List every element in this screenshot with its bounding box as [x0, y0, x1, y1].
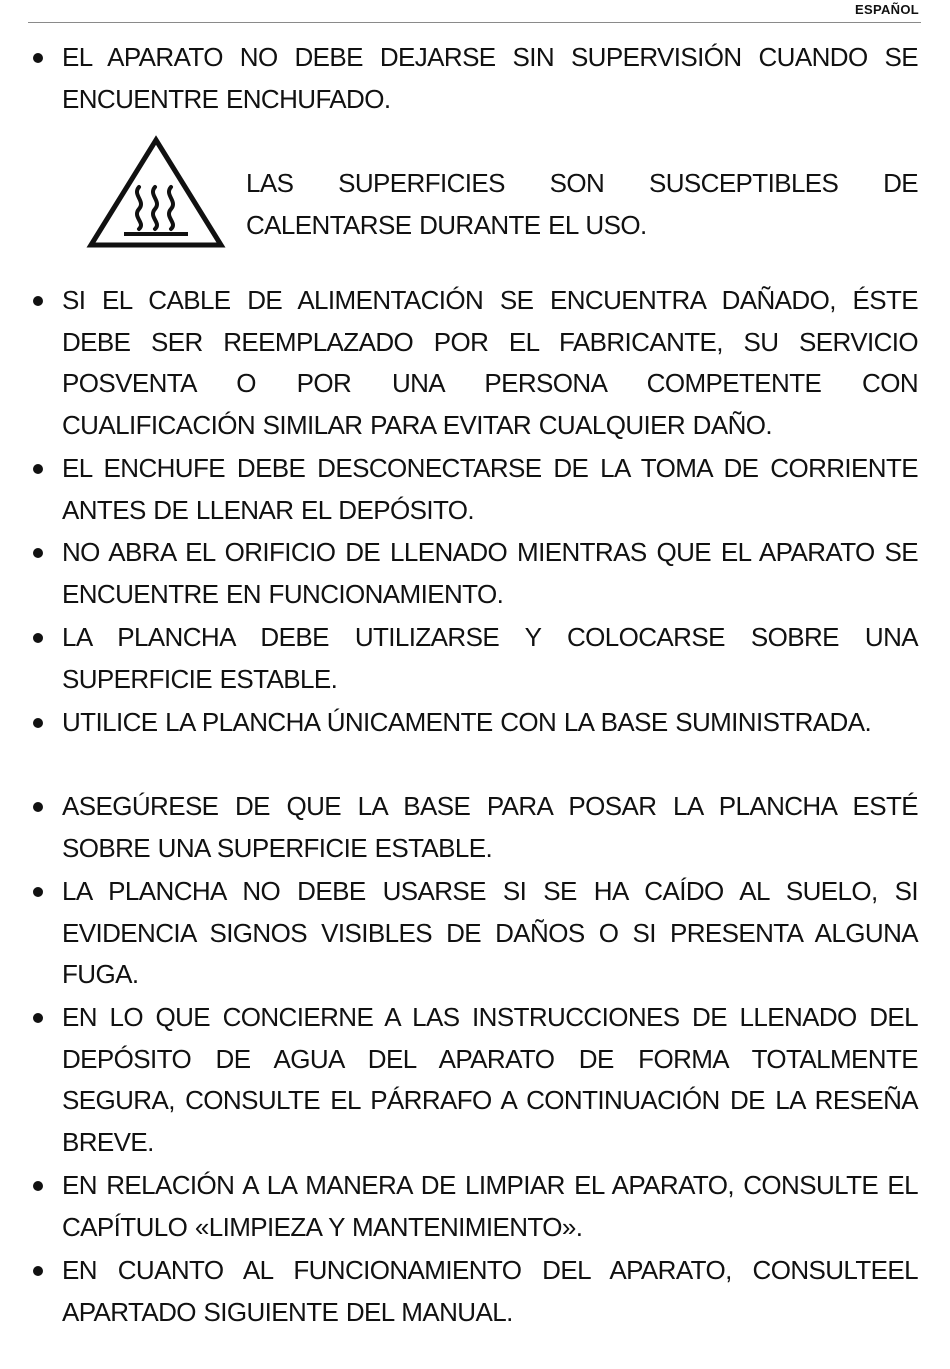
safety-item [62, 532, 918, 615]
safety-item [62, 702, 918, 744]
bullet-icon [33, 718, 43, 728]
safety-item-text: EN LO QUE CONCIERNE A LAS INSTRUCCIONES DE LLENADO DEL DEPÓSITO DE AGUA DEL APARATO DE FORMA TOTALMENTE SEGURA, CONSULTE EL PÁRRAFO A CONTINUACIÓN DE LA RESEÑA BREVE. [62, 1002, 918, 1158]
hot-surface-warning [86, 135, 920, 255]
safety-item-text: EN CUANTO AL FUNCIONAMIENTO DEL APARATO, CONSULTEEL APARTADO SIGUIENTE DEL MANUAL. [62, 1255, 918, 1327]
safety-item-text: EL ENCHUFE DEBE DESCONECTARSE DE LA TOMA DE CORRIENTE ANTES DE LLENAR EL DEPÓSITO. [62, 453, 918, 525]
bullet-icon [33, 1181, 43, 1191]
safety-item [62, 280, 918, 447]
language-label: ESPAÑOL [855, 2, 919, 17]
safety-item-text: EL APARATO NO DEBE DEJARSE SIN SUPERVISIÓN CUANDO SE ENCUENTRE ENCHUFADO. [62, 42, 918, 114]
safety-item [62, 1165, 918, 1248]
safety-item-text: ASEGÚRESE DE QUE LA BASE PARA POSAR LA PLANCHA ESTÉ SOBRE UNA SUPERFICIE ESTABLE. [62, 791, 918, 863]
warning-text: LAS SUPERFICIES SON SUSCEPTIBLES DE CALENTARSE DURANTE EL USO. [246, 168, 918, 240]
hot-surface-warning-icon [86, 135, 226, 250]
safety-item [62, 617, 918, 700]
bullet-icon [33, 296, 43, 306]
safety-item [62, 997, 918, 1164]
safety-item [62, 1250, 918, 1333]
safety-item-text: NO ABRA EL ORIFICIO DE LLENADO MIENTRAS QUE EL APARATO SE ENCUENTRE EN FUNCIONAMIENTO. [62, 537, 918, 609]
bullet-icon [33, 548, 43, 558]
bullet-icon [33, 1266, 43, 1276]
bullet-icon [33, 887, 43, 897]
safety-item [62, 448, 918, 531]
safety-item-text: LA PLANCHA NO DEBE USARSE SI SE HA CAÍDO AL SUELO, SI EVIDENCIA SIGNOS VISIBLES DE DAÑOS O SI PRESENTA ALGUNA FUGA. [62, 876, 918, 990]
safety-item [62, 37, 918, 120]
bullet-icon [33, 53, 43, 63]
bullet-icon [33, 802, 43, 812]
page-header [28, 0, 921, 23]
bullet-icon [33, 464, 43, 474]
safety-item-text: EN RELACIÓN A LA MANERA DE LIMPIAR EL APARATO, CONSULTE EL CAPÍTULO «LIMPIEZA Y MANTENIMIENTO». [62, 1170, 918, 1242]
safety-item-text: UTILICE LA PLANCHA ÚNICAMENTE CON LA BASE SUMINISTRADA. [62, 707, 872, 737]
bullet-icon [33, 633, 43, 643]
safety-item-text: SI EL CABLE DE ALIMENTACIÓN SE ENCUENTRA DAÑADO, ÉSTE DEBE SER REEMPLAZADO POR EL FABRICANTE, SU SERVICIO POSVENTA O POR UNA PERSONA COMPETENTE CON CUALIFICACIÓN SIMILAR PARA EVITAR CUALQUIER DAÑO. [62, 285, 918, 441]
safety-item-text: LA PLANCHA DEBE UTILIZARSE Y COLOCARSE SOBRE UNA SUPERFICIE ESTABLE. [62, 622, 918, 694]
safety-item [62, 871, 918, 996]
safety-item [62, 786, 918, 869]
bullet-icon [33, 1013, 43, 1023]
